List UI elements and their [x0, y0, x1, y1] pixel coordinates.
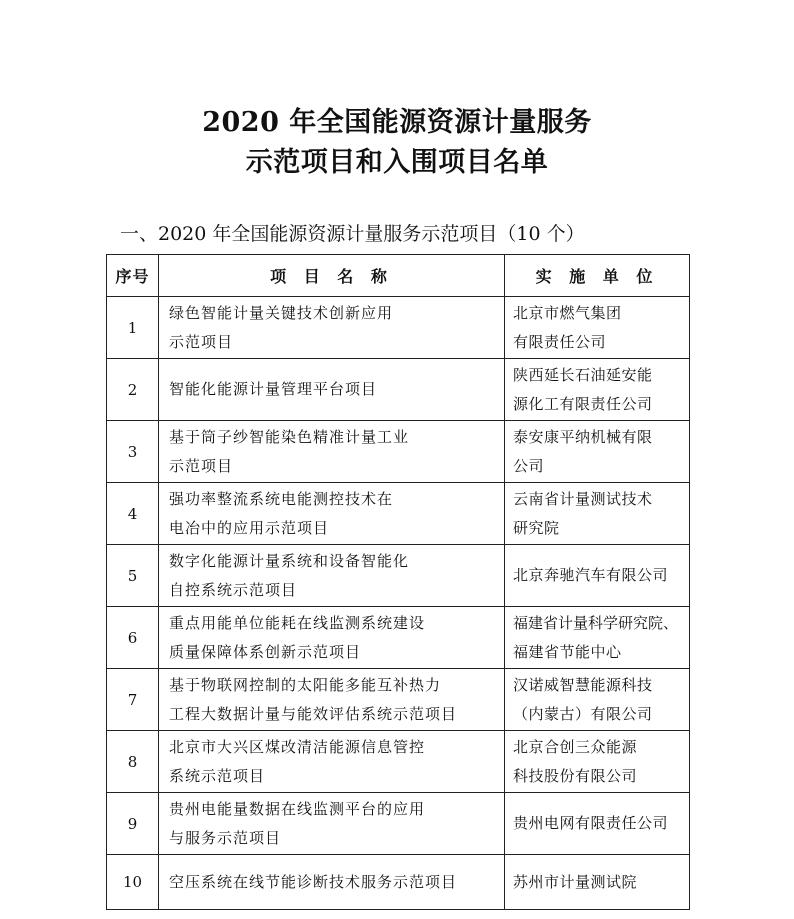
organization-line: 苏州市计量测试院: [513, 872, 638, 891]
project-name-line: 北京市大兴区煤改清洁能源信息管控: [169, 737, 426, 756]
row-number: 3: [107, 421, 159, 483]
organization-line: 北京奔驰汽车有限公司: [513, 566, 669, 584]
project-name-line: 基于物联网控制的太阳能多能互补热力: [169, 675, 442, 694]
table-row: [107, 297, 690, 359]
row-number: 7: [107, 669, 159, 731]
project-name-cell: [159, 793, 505, 855]
table-row: [107, 731, 690, 793]
column-header-no: 序号: [107, 255, 159, 297]
project-name-cell: [159, 731, 505, 793]
organization-line: 北京市燃气集团: [513, 303, 622, 322]
project-name-line: 重点用能单位能耗在线监测系统建设: [169, 613, 426, 632]
project-name-line: 电冶中的应用示范项目: [169, 518, 330, 537]
organization-line: 汉诺威智慧能源科技: [513, 675, 653, 694]
organization-line: 研究院: [513, 518, 560, 537]
project-name-cell: [159, 855, 505, 910]
row-number: 1: [107, 297, 159, 359]
organization-line: 有限责任公司: [513, 332, 607, 351]
table-row: [107, 421, 690, 483]
table-header-row: [107, 255, 690, 297]
organization-cell: [505, 297, 690, 359]
project-name-line: 质量保障体系创新示范项目: [169, 642, 362, 661]
organization-cell: [505, 793, 690, 855]
organization-line: 云南省计量测试技术: [513, 489, 653, 508]
organization-line: 贵州电网有限责任公司: [513, 814, 669, 832]
organization-cell: [505, 421, 690, 483]
project-name-line: 贵州电能量数据在线监测平台的应用: [169, 799, 426, 818]
row-number: 2: [107, 359, 159, 421]
table-row: [107, 793, 690, 855]
project-name-cell: [159, 545, 505, 607]
project-name-line: 与服务示范项目: [169, 828, 282, 847]
row-number: 8: [107, 731, 159, 793]
organization-line: 源化工有限责任公司: [513, 394, 653, 413]
organization-cell: [505, 483, 690, 545]
organization-line: （内蒙古）有限公司: [513, 704, 653, 723]
organization-cell: [505, 545, 690, 607]
organization-line: 泰安康平纳机械有限: [513, 427, 653, 446]
project-name-line: 示范项目: [169, 332, 234, 351]
project-name-cell: [159, 483, 505, 545]
table-body: [107, 297, 690, 910]
table-row: [107, 359, 690, 421]
section-heading: 一、2020 年全国能源资源计量服务示范项目（10 个）: [120, 223, 585, 245]
organization-cell: [505, 855, 690, 910]
project-name-cell: [159, 359, 505, 421]
project-name-cell: [159, 669, 505, 731]
table-row: [107, 669, 690, 731]
project-name-cell: [159, 421, 505, 483]
project-name-line: 绿色智能计量关键技术创新应用: [169, 303, 394, 322]
project-name-line: 空压系统在线节能诊断技术服务示范项目: [169, 872, 458, 891]
column-header-name: 项 目 名 称: [159, 255, 505, 297]
project-name-cell: [159, 297, 505, 359]
row-number: 4: [107, 483, 159, 545]
project-name-line: 基于筒子纱智能染色精准计量工业: [169, 427, 410, 446]
column-header-org: 实 施 单 位: [505, 255, 690, 297]
organization-cell: [505, 359, 690, 421]
organization-cell: [505, 669, 690, 731]
organization-cell: [505, 731, 690, 793]
document-title-line-2: 示范项目和入围项目名单: [245, 147, 549, 178]
project-name-line: 系统示范项目: [169, 766, 266, 785]
project-name-cell: [159, 607, 505, 669]
organization-line: 陕西延长石油延安能: [513, 365, 653, 384]
row-number: 6: [107, 607, 159, 669]
project-list-table: [106, 254, 690, 910]
table-row: [107, 545, 690, 607]
project-name-line: 数字化能源计量系统和设备智能化: [169, 551, 410, 570]
organization-cell: [505, 607, 690, 669]
organization-line: 科技股份有限公司: [513, 766, 638, 785]
row-number: 5: [107, 545, 159, 607]
table-row: [107, 483, 690, 545]
organization-line: 福建省节能中心: [513, 642, 622, 661]
project-name-line: 强功率整流系统电能测控技术在: [169, 489, 394, 508]
project-name-line: 自控系统示范项目: [169, 580, 298, 599]
table-row: [107, 607, 690, 669]
row-number: 10: [107, 855, 159, 910]
organization-line: 公司: [513, 456, 545, 475]
project-name-line: 智能化能源计量管理平台项目: [169, 380, 378, 398]
organization-line: 北京合创三众能源: [513, 737, 638, 756]
document-title-line-1: 2020 年全国能源资源计量服务: [202, 107, 592, 138]
project-name-line: 工程大数据计量与能效评估系统示范项目: [169, 704, 458, 723]
table-row: [107, 855, 690, 910]
organization-line: 福建省计量科学研究院、: [513, 613, 679, 632]
project-name-line: 示范项目: [169, 456, 234, 475]
row-number: 9: [107, 793, 159, 855]
